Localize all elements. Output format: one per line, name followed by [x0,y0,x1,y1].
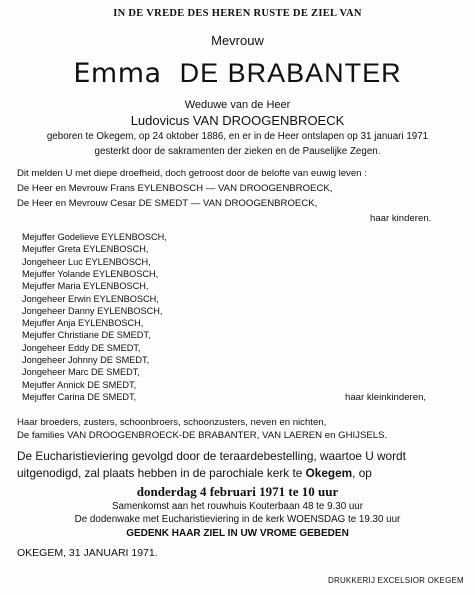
child-1: De Heer en Mevrouw Frans EYLENBOSCH — VAN DROOGENBROECK, [17,183,333,194]
grandchild-row: Mejuffer Christiane DE SMEDT, [22,330,151,341]
grandchild-row: Mejuffer Greta EYLENBOSCH, [22,244,149,255]
born-line: geboren te Okegem, op 24 oktober 1886, en er in de Heer ontslapen op 31 januari 1971 [46,131,429,142]
deceased-name [0,58,475,89]
place-date: OKEGEM, 31 JANUARI 1971. [17,547,158,559]
gathering-line: Samenkomst aan het rouwhuis Kouterbaan 48 te 9.30 uur [111,501,364,512]
eucharist-place: Okegem [305,466,353,480]
widow-line: Weduwe van de Heer [184,99,291,111]
grandchild-row: Mejuffer Yolande EYLENBOSCH, [22,268,159,279]
siblings-line: Haar broeders, zusters, schoonbroers, schoonzusters, neven en nichten, [17,417,327,428]
grandchild-row: Mejuffer Maria EYLENBOSCH, [22,281,149,292]
grandchild-row: Jongeheer Luc EYLENBOSCH, [22,256,151,267]
wake-line: De dodenwake met Eucharistieviering in de kerk WOENSDAG te 19.30 uur [74,514,401,525]
eucharist-text-2: , op [352,466,372,480]
grandchild-row: Mejuffer Carina DE SMEDT, [22,391,137,402]
printer-credit: DRUKKERIJ EXCELSIOR OKEGEM [328,576,464,585]
children-note: haar kinderen. [370,213,432,224]
deceased-last-name: DE BRABANTER [179,58,402,88]
remember-line: GEDENK HAAR ZIEL IN UW VROME GEBEDEN [126,528,349,539]
grandchildren-note: haar kleinkinderen, [345,391,427,403]
grandchild-row: Jongeheer Marc DE SMEDT, [22,367,140,378]
header-line: IN DE VREDE DES HEREN RUSTE DE ZIEL VAN [113,8,362,19]
grandchild-row: Jongeheer Johnny DE SMEDT, [22,355,150,365]
families-line: De families VAN DROOGENBROECK-DE BRABANTER, VAN LAEREN en GHIJSELS. [17,430,388,441]
grandchild-row: Mejuffer Annick DE SMEDT, [22,379,137,390]
eucharist-text-1: De Eucharistieviering gevolgd door de teraardebestelling, waartoe U wordt uitgenodigd, zal plaats hebben in de parochiale kerk te [17,449,406,480]
grandchild-row: Mejuffer Anja EYLENBOSCH, [22,318,144,329]
ceremony-date: donderdag 4 februari 1971 te 10 uur [136,484,339,499]
strengthened-line: gesterkt door de sakramenten der zieken en de Pauselijke Zegen. [94,146,381,157]
grandchild-row: Mejuffer Godelieve EYLENBOSCH, [22,232,167,242]
salutation: Mevrouw [211,33,264,48]
intro-line: Dit melden U met diepe droefheid, doch getroost door de belofte van euwig leven : [17,168,367,179]
grandchild-row: Jongeheer Erwin EYLENBOSCH, [22,293,159,304]
child-2: De Heer en Mevrouw Cesar DE SMEDT — VAN DROOGENBROECK, [17,198,318,209]
husband-name: Ludovicus VAN DROOGENBROECK [130,113,345,128]
eucharist-paragraph [17,448,462,482]
grandchild-row: Jongeheer Danny EYLENBOSCH, [22,305,163,316]
deceased-first-name: Emma [73,58,162,89]
grandchild-row: Jongeheer Eddy DE SMEDT, [22,342,141,353]
